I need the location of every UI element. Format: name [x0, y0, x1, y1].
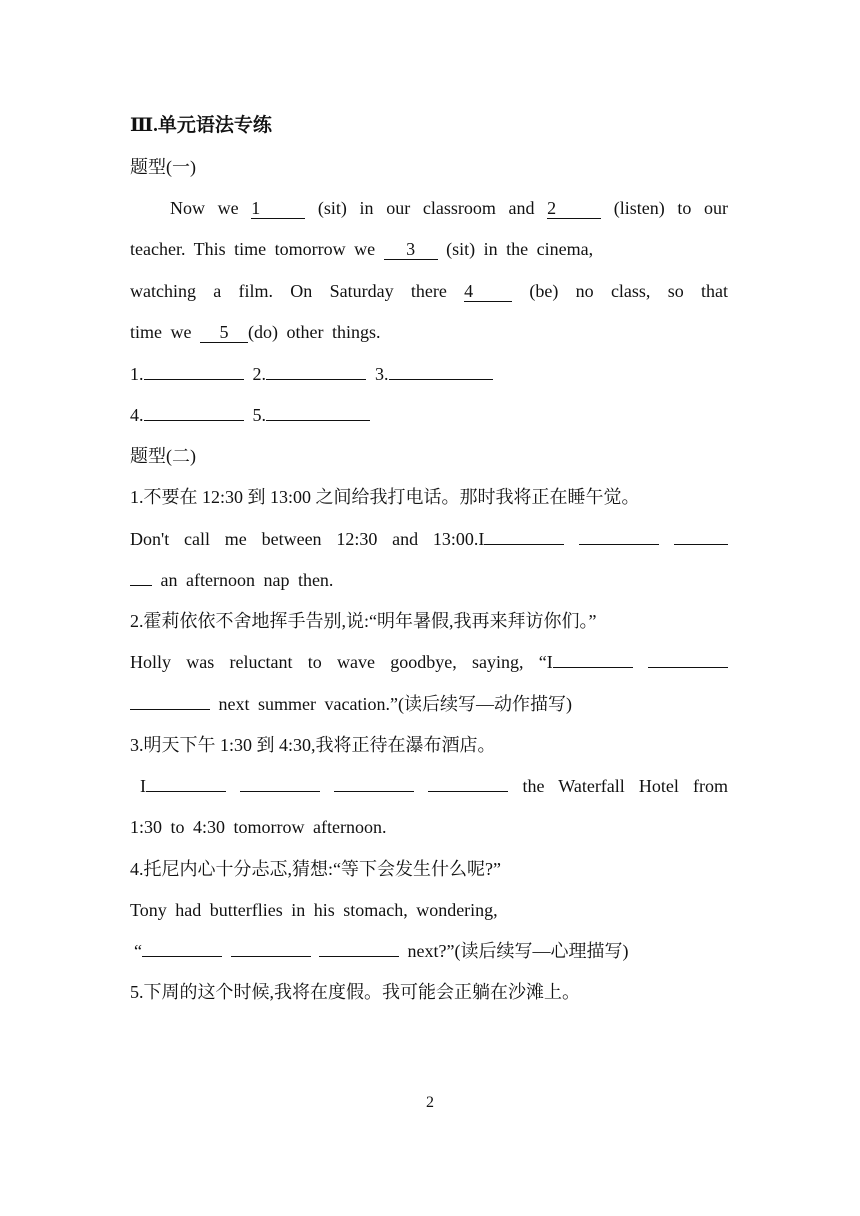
q3-blank-2[interactable] [240, 791, 320, 792]
passage-text: (sit) in the cinema, [446, 239, 594, 259]
q1-blank-2[interactable] [579, 544, 659, 545]
q4-blank-1[interactable] [142, 956, 222, 957]
passage-text: Now we [170, 198, 239, 218]
answer-blank-5[interactable] [266, 420, 370, 421]
q4-chinese: 4.托尼内心十分忐忑,猜想:“等下会发生什么呢?” [130, 859, 501, 879]
page-number: 2 [426, 1094, 434, 1111]
q3-blank-3[interactable] [334, 791, 414, 792]
blank-5[interactable]: 5 [200, 322, 248, 343]
type2-heading: 题型(二) [130, 446, 196, 466]
blank-2[interactable]: 2 [547, 198, 601, 219]
q2-text: next summer vacation.” [218, 694, 398, 714]
passage-text: (sit) in our classroom and [317, 198, 535, 218]
passage-line-3 [130, 279, 728, 303]
q3-text: the Waterfall Hotel from [522, 776, 729, 796]
q3-blank-1[interactable] [146, 791, 226, 792]
q1-blank-3b[interactable] [130, 585, 152, 586]
section-title: Ⅲ.单元语法专练 [130, 115, 272, 136]
answer-label: 1. [130, 364, 144, 384]
answer-label: 3. [375, 364, 389, 384]
passage-line-1 [170, 196, 728, 220]
answer-blank-4[interactable] [144, 420, 244, 421]
answer-row-1 [130, 362, 728, 386]
q2-english-line-2 [130, 692, 728, 716]
q3-text: I [140, 776, 146, 796]
q1-english-line-2 [130, 568, 728, 592]
q4-note: (读后续写—心理描写) [454, 941, 629, 961]
q2-english-line-1 [130, 650, 728, 674]
q2-note: (读后续写—动作描写) [397, 694, 572, 714]
q1-text: an afternoon nap then. [160, 570, 334, 590]
answer-blank-1[interactable] [144, 379, 244, 380]
q4-blank-2[interactable] [231, 956, 311, 957]
q3-english-line-2: 1:30 to 4:30 tomorrow afternoon. [130, 817, 387, 837]
answer-row-2 [130, 403, 728, 427]
q4-open-quote: “ [134, 941, 142, 961]
q1-english-line-1 [130, 527, 728, 551]
passage-line-2 [130, 237, 728, 261]
passage-text: (listen) to our [613, 198, 728, 218]
passage-text: time we [130, 322, 192, 342]
q4-english-line-2 [134, 939, 728, 963]
answer-label: 5. [252, 405, 266, 425]
q5-chinese: 5.下周的这个时候,我将在度假。我可能会正躺在沙滩上。 [130, 982, 580, 1002]
q2-blank-2[interactable] [648, 667, 728, 668]
passage-text: (be) no class, so that [529, 281, 728, 301]
q1-blank-3a[interactable] [674, 544, 728, 545]
q1-blank-1[interactable] [484, 544, 564, 545]
q4-text: next?” [407, 941, 455, 961]
passage-text: watching a film. On Saturday there [130, 281, 447, 301]
q3-blank-4[interactable] [428, 791, 508, 792]
passage-text: teacher. This time tomorrow we [130, 239, 376, 259]
answer-blank-3[interactable] [389, 379, 493, 380]
blank-1[interactable]: 1 [251, 198, 305, 219]
type1-heading: 题型(一) [130, 157, 196, 177]
q1-text: Don't call me between 12:30 and 13:00.I [130, 529, 485, 549]
blank-3[interactable]: 3 [384, 239, 438, 260]
q2-blank-3[interactable] [130, 709, 210, 710]
passage-text: (do) other things. [247, 322, 381, 342]
q2-blank-1[interactable] [553, 667, 633, 668]
q4-english-line-1: Tony had butterflies in his stomach, wondering, [130, 900, 498, 920]
answer-blank-2[interactable] [266, 379, 366, 380]
passage-line-4 [130, 320, 728, 344]
q3-chinese: 3.明天下午 1:30 到 4:30,我将正待在瀑布酒店。 [130, 735, 496, 755]
q1-chinese: 1.不要在 12:30 到 13:00 之间给我打电话。那时我将正在睡午觉。 [130, 487, 640, 507]
q2-text: Holly was reluctant to wave goodbye, saying, “I [130, 652, 553, 672]
q3-english-line-1 [140, 774, 728, 798]
blank-4[interactable]: 4 [464, 281, 512, 302]
q4-blank-3[interactable] [319, 956, 399, 957]
answer-label: 4. [130, 405, 144, 425]
q2-chinese: 2.霍莉依依不舍地挥手告别,说:“明年暑假,我再来拜访你们。” [130, 611, 597, 631]
answer-label: 2. [252, 364, 266, 384]
